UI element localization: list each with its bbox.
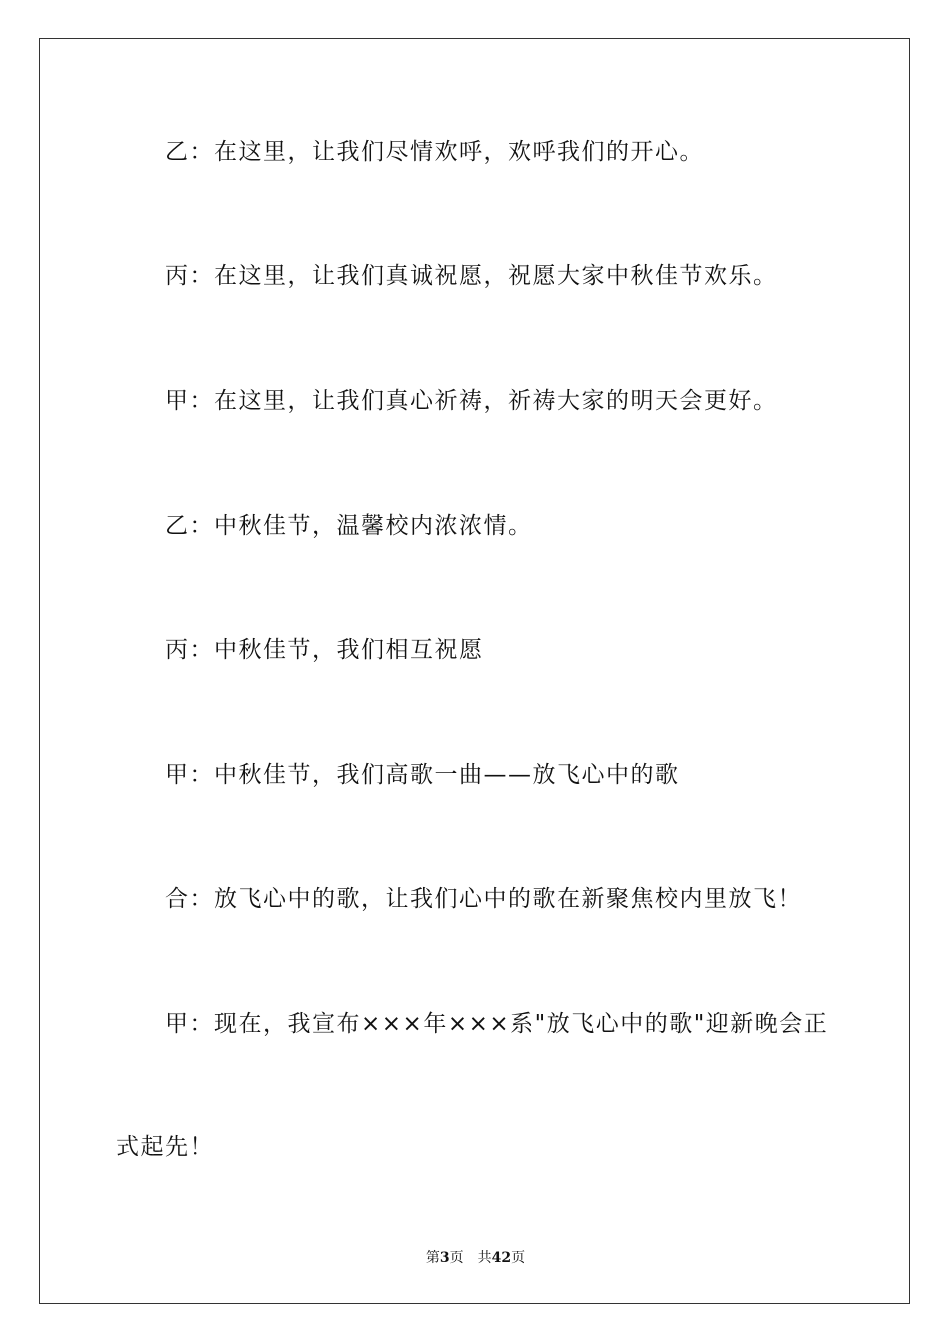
paragraph-8: 甲：现在，我宣布×××年×××系"放飞心中的歌"迎新晚会正 [165, 1011, 829, 1037]
page-suffix: 页 [449, 1250, 464, 1266]
total-pages: 42 [491, 1250, 512, 1266]
paragraph-6: 甲：中秋佳节，我们高歌一曲——放飞心中的歌 [165, 762, 680, 788]
paragraph-4: 乙：中秋佳节，温馨校内浓浓情。 [165, 513, 533, 539]
total-prefix: 共 [477, 1250, 492, 1266]
page-frame [39, 38, 910, 1304]
page-number: 3 [439, 1250, 450, 1266]
paragraph-5: 丙：中秋佳节，我们相互祝愿 [165, 637, 484, 663]
paragraph-1: 乙：在这里，让我们尽情欢呼，欢呼我们的开心。 [165, 139, 704, 165]
paragraph-2: 丙：在这里，让我们真诚祝愿，祝愿大家中秋佳节欢乐。 [165, 263, 778, 289]
paragraph-7: 合：放飞心中的歌，让我们心中的歌在新聚焦校内里放飞！ [165, 886, 802, 912]
paragraph-8-continuation: 式起先！ [116, 1134, 214, 1160]
page-footer [40, 1247, 911, 1267]
total-suffix: 页 [511, 1250, 526, 1266]
page-prefix: 第 [425, 1250, 440, 1266]
paragraph-3: 甲：在这里，让我们真心祈祷，祈祷大家的明天会更好。 [165, 388, 778, 414]
